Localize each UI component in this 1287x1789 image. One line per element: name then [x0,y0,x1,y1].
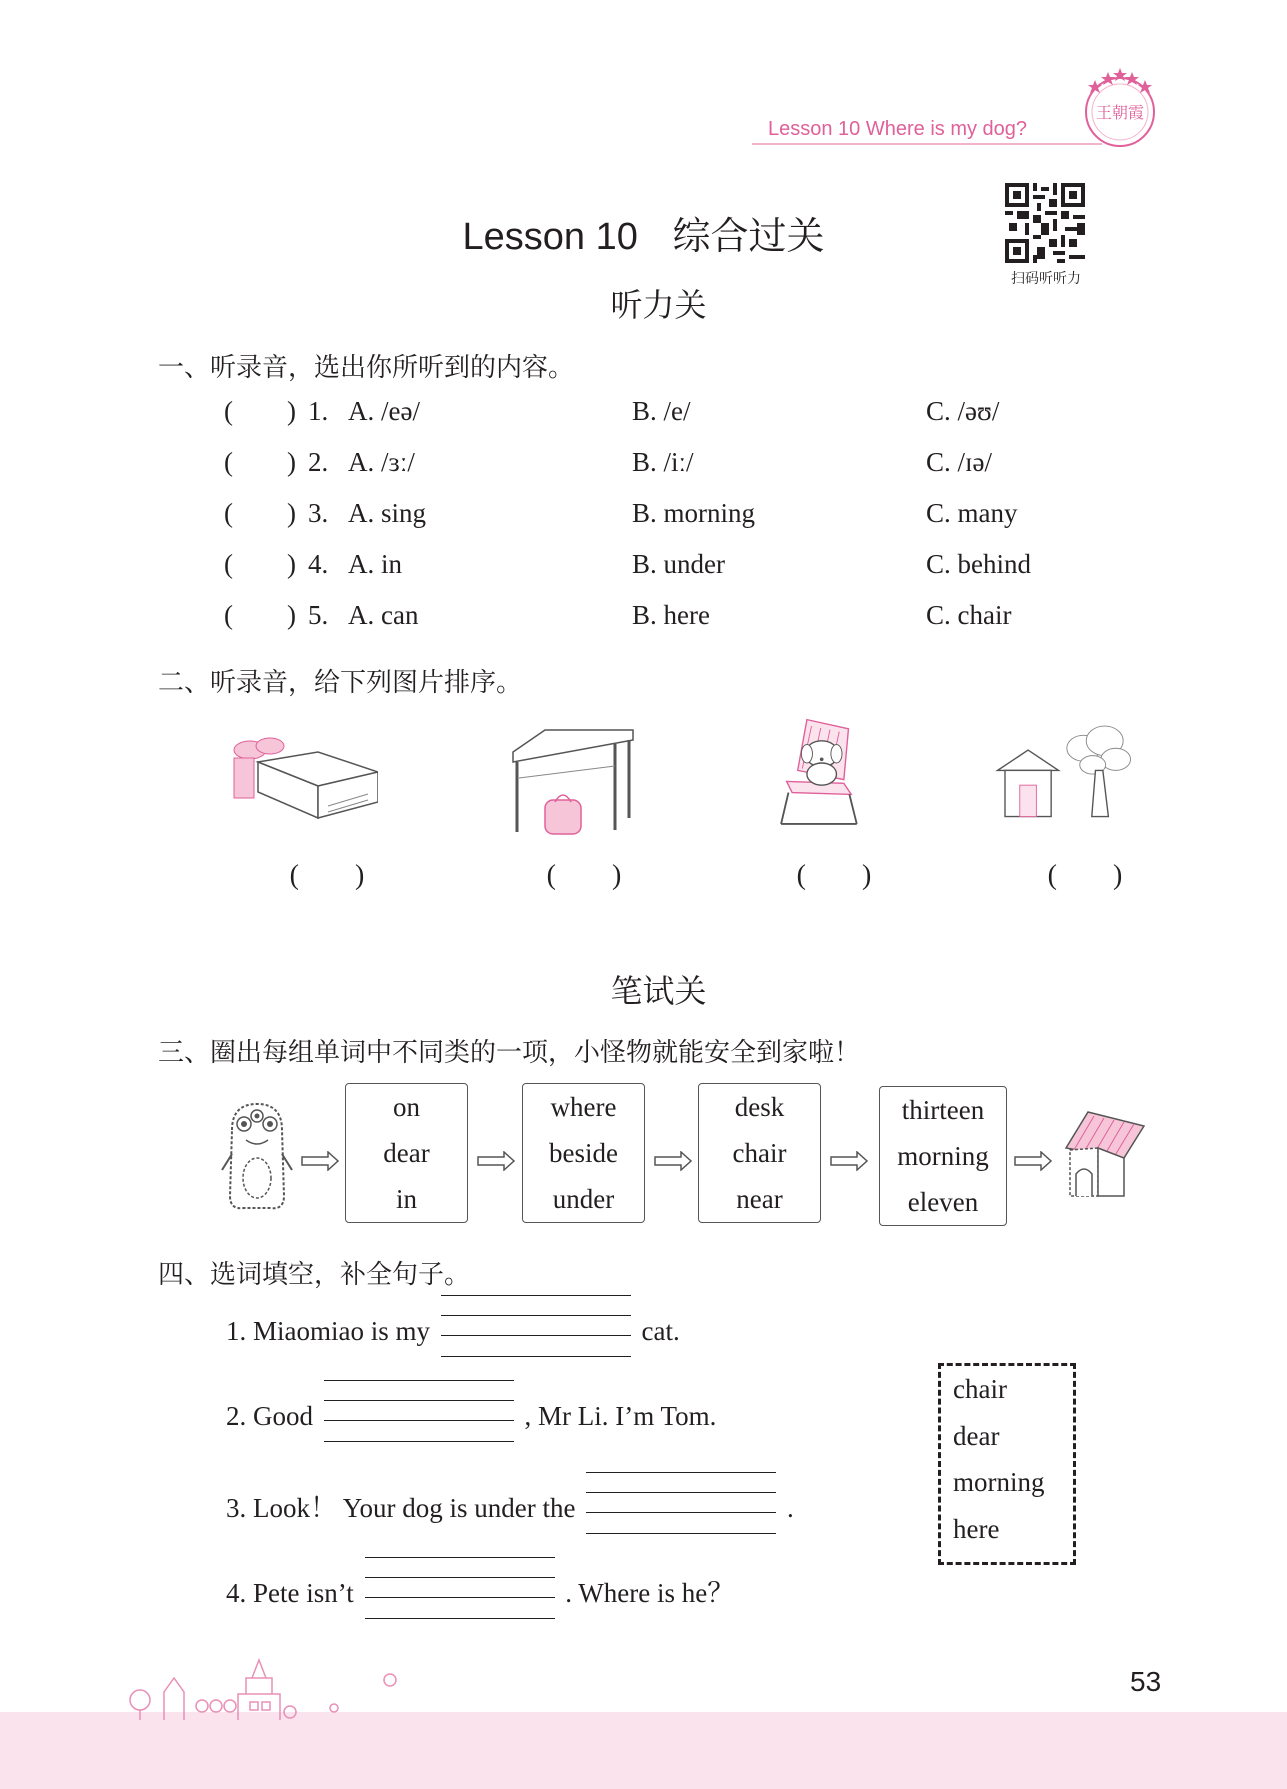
question-4-heading: 四、选词填空，补全句子。 [158,1260,471,1290]
mc-question-1 [220,396,1120,436]
answer-line[interactable] [365,1578,555,1602]
picture-order-blank-4[interactable]: ( ) [1047,860,1123,891]
word-option[interactable]: desk [734,1092,785,1122]
word-option[interactable]: beside [549,1138,618,1168]
word-option[interactable]: in [395,1184,417,1214]
option-a: A. /eə/ [348,396,420,426]
picture-order-blank-3[interactable]: ( ) [796,860,872,891]
bed-icon [228,722,378,842]
word-group-1 [345,1083,468,1223]
option-c: C. behind [926,549,1031,579]
doghouse-icon [1058,1104,1150,1204]
sentence-text: 2. Good [226,1401,313,1431]
page-title [0,205,1287,260]
sentence-text: 1. Miaomiao is my [226,1316,430,1346]
arrow-right-icon [829,1151,869,1171]
question-3-heading: 三、圈出每组单词中不同类的一项，小怪物就能安全到家啦！ [158,1038,861,1068]
word-group-2 [522,1083,645,1223]
sentence-text: . Where is he？ [565,1578,735,1608]
fill-sentence-4 [226,1571,734,1631]
mc-question-2 [220,447,1120,487]
mc-question-4 [220,549,1120,589]
word-bank-item: morning [953,1467,1045,1497]
answer-blank[interactable]: ( ) [224,498,296,528]
answer-blank[interactable]: ( ) [224,447,296,477]
monster-icon [218,1100,296,1215]
qr-label: 扫码听听力 [1011,271,1081,287]
mc-question-3 [220,498,1120,538]
picture-order-blank-2[interactable]: ( ) [546,860,622,891]
sentence-text: cat. [641,1316,680,1346]
option-b: B. morning [632,498,756,528]
option-a: A. sing [348,498,427,528]
answer-blank[interactable]: ( ) [224,396,296,426]
option-c: C. chair [926,600,1012,630]
option-b: B. /iː/ [632,447,694,477]
option-c: C. many [926,498,1018,528]
header-divider [752,143,1102,145]
arrow-right-icon [300,1151,340,1171]
sentence-text: 4. Pete isn’t [226,1578,354,1608]
castle-decoration-icon [120,1650,420,1720]
word-option[interactable]: morning [897,1141,989,1171]
page-number: 53 [1130,1666,1162,1697]
word-bank-item: here [953,1513,1000,1544]
option-c: C. /ɪə/ [926,447,992,477]
fill-sentence-1 [226,1316,680,1376]
word-option[interactable]: near [736,1184,783,1214]
answer-blank[interactable]: ( ) [224,600,296,630]
question-1-heading: 一、听录音，选出你所听到的内容。 [158,353,575,383]
option-a: A. can [348,600,419,630]
question-number: 3. [308,498,329,528]
sentence-text: 3. Look！ Your dog is under the [226,1493,576,1523]
sentence-text: . [787,1493,794,1523]
word-bank-item: dear [953,1420,1000,1451]
arrow-right-icon [476,1151,516,1171]
option-b: B. under [632,549,725,579]
writing-section-title: 笔试关 [610,972,707,1010]
word-group-4 [879,1086,1007,1226]
word-bank-item: chair [953,1374,1007,1404]
question-number: 4. [308,549,329,579]
word-option[interactable]: chair [732,1138,787,1168]
lesson-number: Lesson 10 [462,216,638,258]
svg-text:王朝霞: 王朝霞 [1095,103,1145,122]
answer-line[interactable] [324,1401,514,1425]
publisher-logo-icon [1075,62,1165,158]
answer-line[interactable] [441,1316,631,1340]
option-b: B. /e/ [632,396,691,426]
question-number: 2. [308,447,329,477]
word-bank [938,1363,1076,1565]
dog-on-chair-icon [755,715,905,835]
picture-order-blank-1[interactable]: ( ) [289,860,365,891]
word-option[interactable]: eleven [907,1187,979,1217]
answer-line[interactable] [586,1493,776,1517]
sentence-text: , Mr Li. I’m Tom. [524,1401,717,1431]
option-a: A. in [348,549,402,579]
desk-with-bag-icon [505,722,655,842]
fill-sentence-2 [226,1401,716,1461]
question-number: 5. [308,600,329,630]
fill-sentence-3 [226,1486,794,1546]
question-2-heading: 二、听录音，给下列图片排序。 [158,668,523,698]
option-a: A. /ɜː/ [348,447,415,477]
option-c: C. /əʊ/ [926,396,1000,426]
word-group-3 [698,1083,821,1223]
word-option[interactable]: dear [383,1138,430,1168]
arrow-right-icon [653,1151,693,1171]
lesson-subtitle: 综合过关 [672,216,825,258]
house-and-tree-icon [990,715,1140,835]
running-title: Lesson 10 Where is my dog? [768,118,1028,140]
mc-question-5 [220,600,1120,640]
qr-code-icon[interactable] [1005,183,1085,263]
question-number: 1. [308,396,329,426]
word-option[interactable]: under [552,1184,615,1214]
answer-blank[interactable]: ( ) [224,549,296,579]
word-option[interactable]: thirteen [901,1095,985,1125]
option-b: B. here [632,600,710,630]
listening-section-title: 听力关 [610,286,707,324]
arrow-right-icon [1013,1151,1053,1171]
word-option[interactable]: where [550,1092,617,1122]
word-option[interactable]: on [393,1092,420,1122]
footer-band [0,1712,1287,1789]
